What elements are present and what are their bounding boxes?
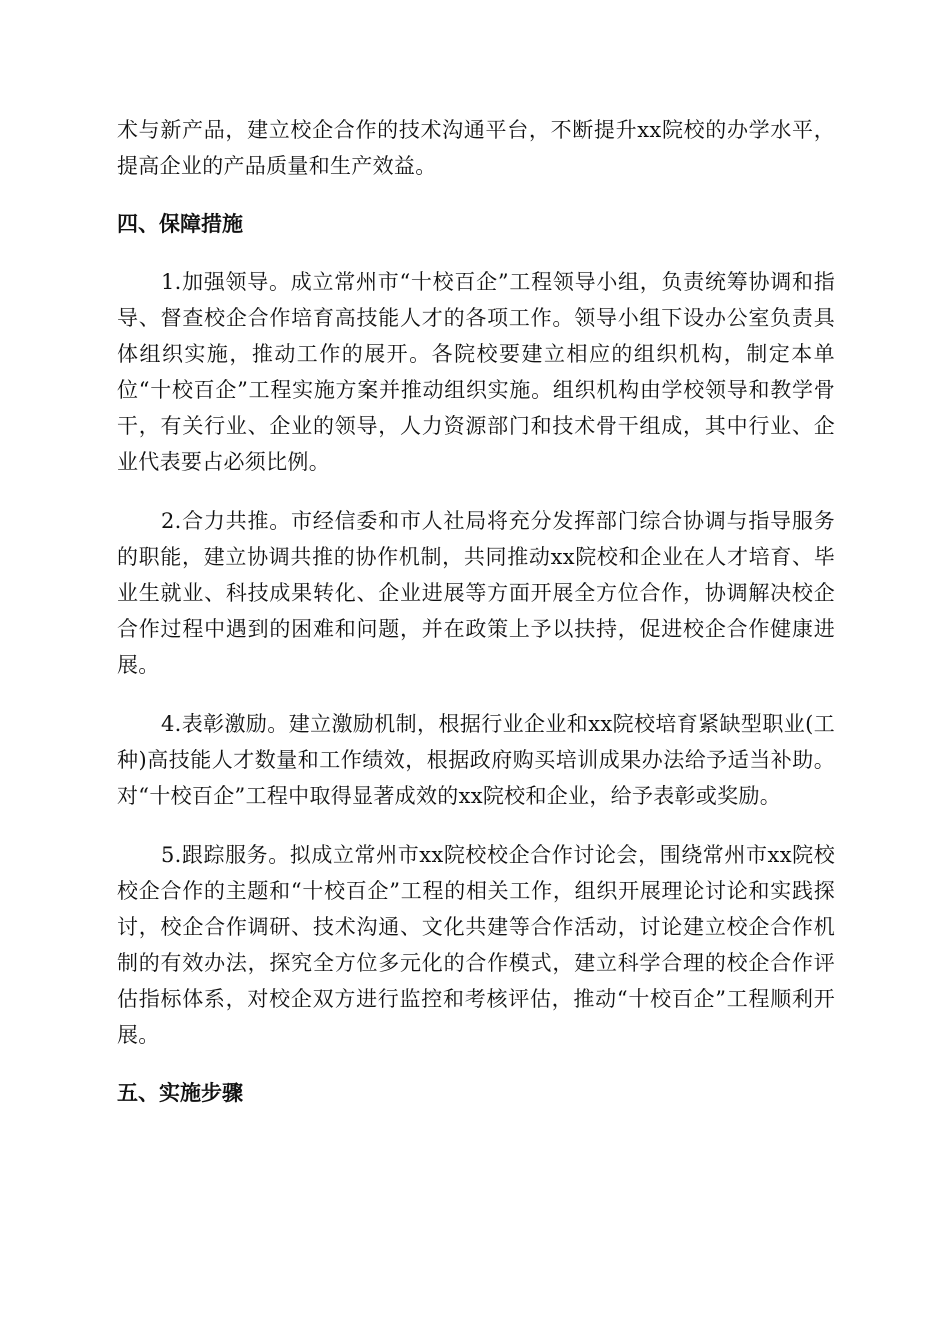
section-five-title: 五、实施步骤 <box>117 1081 243 1105</box>
item-strengthen-leadership: 1.加强领导。成立常州市“十校百企”工程领导小组，负责统筹协调和指导、督查校企合作培育高技能人才的各项工作。领导小组下设办公室负责具体组织实施，推动工作的展开。各院校要建立相应的组织机构，制定本单位“十校百企”工程实施方案并推动组织实施。组织机构由学校领导和教学骨干，有关行业、企业的领导，人力资源部门和技术骨干组成，其中行业、企业代表要占必须比例。 <box>117 270 835 474</box>
document-page <box>117 112 835 1111</box>
item-joint-promotion: 2.合力共推。市经信委和市人社局将充分发挥部门综合协调与指导服务的职能，建立协调共推的协作机制，共同推动xx院校和企业在人才培育、毕业生就业、科技成果转化、企业进展等方面开展全方位合作，协调解决校企合作过程中遇到的困难和问题，并在政策上予以扶持，促进校企合作健康进展。 <box>117 509 835 677</box>
item-commendation-incentive: 4.表彰激励。建立激励机制，根据行业企业和xx院校培育紧缺型职业(工种)高技能人才数量和工作绩效，根据政府购买培训成果办法给予适当补助。对“十校百企”工程中取得显著成效的xx院校和企业，给予表彰或奖励。 <box>117 712 835 808</box>
intro-paragraph: 术与新产品，建立校企合作的技术沟通平台，不断提升xx院校的办学水平，提高企业的产品质量和生产效益。 <box>117 118 835 178</box>
section-four-title: 四、保障措施 <box>117 212 243 236</box>
item-follow-up-service: 5.跟踪服务。拟成立常州市xx院校校企合作讨论会，围绕常州市xx院校校企合作的主题和“十校百企”工程的相关工作，组织开展理论讨论和实践探讨，校企合作调研、技术沟通、文化共建等合作活动，讨论建立校企合作机制的有效办法，探究全方位多元化的合作模式，建立科学合理的校企合作评估指标体系，对校企双方进行监控和考核评估，推动“十校百企”工程顺利开展。 <box>117 843 835 1047</box>
